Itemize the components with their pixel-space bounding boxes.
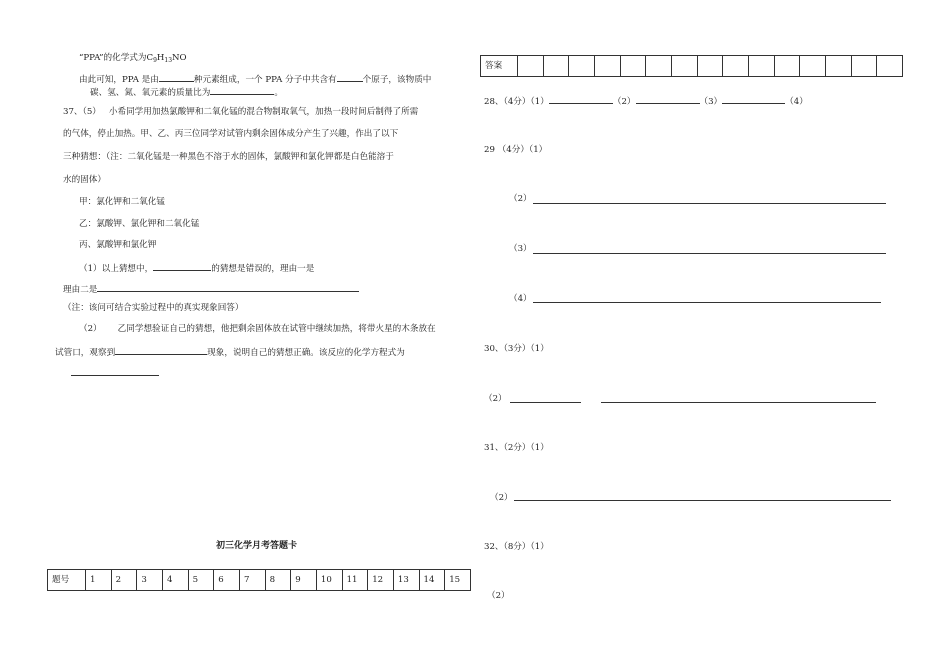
- sub1-line: [79, 261, 314, 275]
- table-row: [481, 56, 903, 77]
- guess-yi: 乙：氯酸钾、氯化钾和二氧化锰: [79, 219, 200, 229]
- answer-table: [480, 55, 903, 77]
- ppa-line3-b: 。: [274, 88, 283, 98]
- answer-cell[interactable]: [774, 56, 800, 77]
- q37-line3: 三种猜想：（注：二氧化锰是一种黑色不溶于水的固体，氯酸钾和氯化钾都是白色能溶于: [63, 152, 394, 162]
- guess-bing: 丙、氯酸钾和氯化钾: [79, 240, 157, 250]
- ppa-formula-line: [79, 52, 187, 67]
- answer-cell[interactable]: [723, 56, 749, 77]
- q30-part2-label: （2）: [484, 394, 507, 404]
- q37-line1: [63, 106, 418, 118]
- table-header-cell: 题号: [48, 570, 86, 591]
- q28-blank-1[interactable]: [549, 94, 613, 104]
- ppa-line2-c: 个原子，该物质中: [362, 75, 432, 85]
- ppa-line2-a: 由此可知，PPA 是由: [79, 75, 159, 85]
- q31-answer-line[interactable]: [514, 500, 891, 501]
- q28-line: [484, 94, 808, 108]
- table-cell: 3: [137, 570, 163, 591]
- table-cell: 8: [265, 570, 291, 591]
- sub2-d: 现象，说明自己的猜想正确。该反应的化学方程式为: [207, 348, 405, 358]
- sub1-a: （1）以上猜想中，: [79, 264, 154, 274]
- answer-cell[interactable]: [825, 56, 851, 77]
- q28-part1-label: 28、（4分）（1）: [484, 97, 549, 107]
- blank-equation[interactable]: [71, 375, 159, 376]
- answer-cell[interactable]: [697, 56, 723, 77]
- ppa-mass-ratio-line: [90, 85, 283, 99]
- blank-phenomenon[interactable]: [115, 345, 207, 355]
- q28-part4-label: （4）: [785, 97, 808, 107]
- ppa-question-line: [79, 72, 431, 86]
- formula-no: NO: [172, 53, 187, 63]
- table-cell: 7: [239, 570, 265, 591]
- q32-label: 32、（8分）（1）: [484, 542, 549, 552]
- answer-label-cell: 答案: [481, 56, 518, 77]
- answer-cell[interactable]: [646, 56, 672, 77]
- table-cell: 13: [393, 570, 419, 591]
- sub1-reason2-line: [63, 282, 359, 296]
- sub2-line1: [79, 323, 436, 335]
- table-cell: 9: [291, 570, 317, 591]
- answer-cell[interactable]: [877, 56, 903, 77]
- table-cell: 6: [214, 570, 240, 591]
- q37-line2: 的气体，停止加热。甲、乙、丙三位同学对试管内剩余固体成分产生了兴趣，作出了以下: [63, 129, 399, 139]
- q31-part2-label: （2）: [490, 493, 513, 503]
- sub2-b: 乙同学想验证自己的猜想，他把剩余固体放在试管中继续加热，将带火星的木条放在: [117, 324, 436, 334]
- q30-label: 30、（3分）（1）: [484, 344, 549, 354]
- table-cell: 2: [111, 570, 137, 591]
- table-row: [48, 570, 471, 591]
- ppa-line2-b: 种元素组成，一个 PPA 分子中共含有: [193, 75, 337, 85]
- sub2-a: （2）: [79, 324, 102, 334]
- table-cell: 1: [86, 570, 112, 591]
- q28-part3-label: （3）: [699, 97, 723, 107]
- sub2-c: 试管口，观察到: [55, 348, 116, 358]
- q28-blank-2[interactable]: [636, 94, 700, 104]
- q37-text-1: 小希同学用加热氯酸钾和二氧化锰的混合物制取氧气，加热一段时间后制得了所需: [108, 107, 419, 117]
- answer-cell[interactable]: [518, 56, 544, 77]
- answer-cell[interactable]: [543, 56, 569, 77]
- q29-answer-line-2[interactable]: [533, 203, 886, 204]
- formula-9: 9: [153, 57, 157, 64]
- question-number-table: [47, 569, 471, 591]
- q29-part2-label: （2）: [509, 194, 532, 204]
- table-cell: 15: [445, 570, 471, 591]
- q31-label: 31、（2分）（1）: [484, 443, 549, 453]
- answer-cell[interactable]: [620, 56, 646, 77]
- q29-answer-line-3[interactable]: [533, 253, 886, 254]
- table-cell: 14: [419, 570, 445, 591]
- formula-13: 13: [164, 57, 173, 64]
- guess-jia: 甲：氯化钾和二氧化锰: [79, 197, 165, 207]
- q28-blank-3[interactable]: [722, 94, 785, 104]
- table-cell: 10: [316, 570, 342, 591]
- answer-cell[interactable]: [748, 56, 774, 77]
- q30-answer-line-b[interactable]: [601, 402, 876, 403]
- sub2-line2: [55, 345, 405, 359]
- table-cell: 12: [368, 570, 394, 591]
- answer-cell[interactable]: [594, 56, 620, 77]
- q32-part2-label: （2）: [487, 591, 510, 601]
- ppa-line3-a: 碳、氢、氮、氧元素的质量比为: [90, 88, 211, 98]
- q29-label: 29 （4分）（1）: [484, 145, 548, 155]
- blank-element-count[interactable]: [159, 72, 194, 82]
- blank-mass-ratio[interactable]: [210, 85, 274, 95]
- q29-answer-line-4[interactable]: [533, 302, 881, 303]
- blank-atom-count[interactable]: [337, 72, 363, 82]
- blank-wrong-guess[interactable]: [153, 261, 211, 271]
- formula-c: C: [146, 53, 154, 63]
- q29-part3-label: （3）: [509, 244, 532, 254]
- answer-cell[interactable]: [800, 56, 826, 77]
- sub1-b: 的猜想是错误的，理由一是: [211, 264, 315, 274]
- answer-cell[interactable]: [569, 56, 595, 77]
- card-title: 初三化学月考答题卡: [216, 541, 298, 551]
- blank-reason2[interactable]: [97, 282, 359, 292]
- sub1-reason2: 理由二是: [63, 285, 98, 295]
- table-cell: 11: [342, 570, 368, 591]
- q28-part2-label: （2）: [612, 97, 636, 107]
- answer-cell[interactable]: [851, 56, 877, 77]
- answer-cell[interactable]: [671, 56, 697, 77]
- q29-part4-label: （4）: [509, 294, 532, 304]
- ppa-formula-prefix: “PPA”的化学式为: [79, 53, 147, 63]
- table-cell: 4: [162, 570, 188, 591]
- sub1-note: （注：该问可结合实验过程中的真实现象回答）: [63, 303, 244, 313]
- q37-number: 37、（5）: [63, 107, 101, 117]
- table-cell: 5: [188, 570, 214, 591]
- formula-h: H: [156, 53, 165, 63]
- q37-line4: 水的固体）: [63, 175, 106, 185]
- q30-answer-line-a[interactable]: [510, 402, 581, 403]
